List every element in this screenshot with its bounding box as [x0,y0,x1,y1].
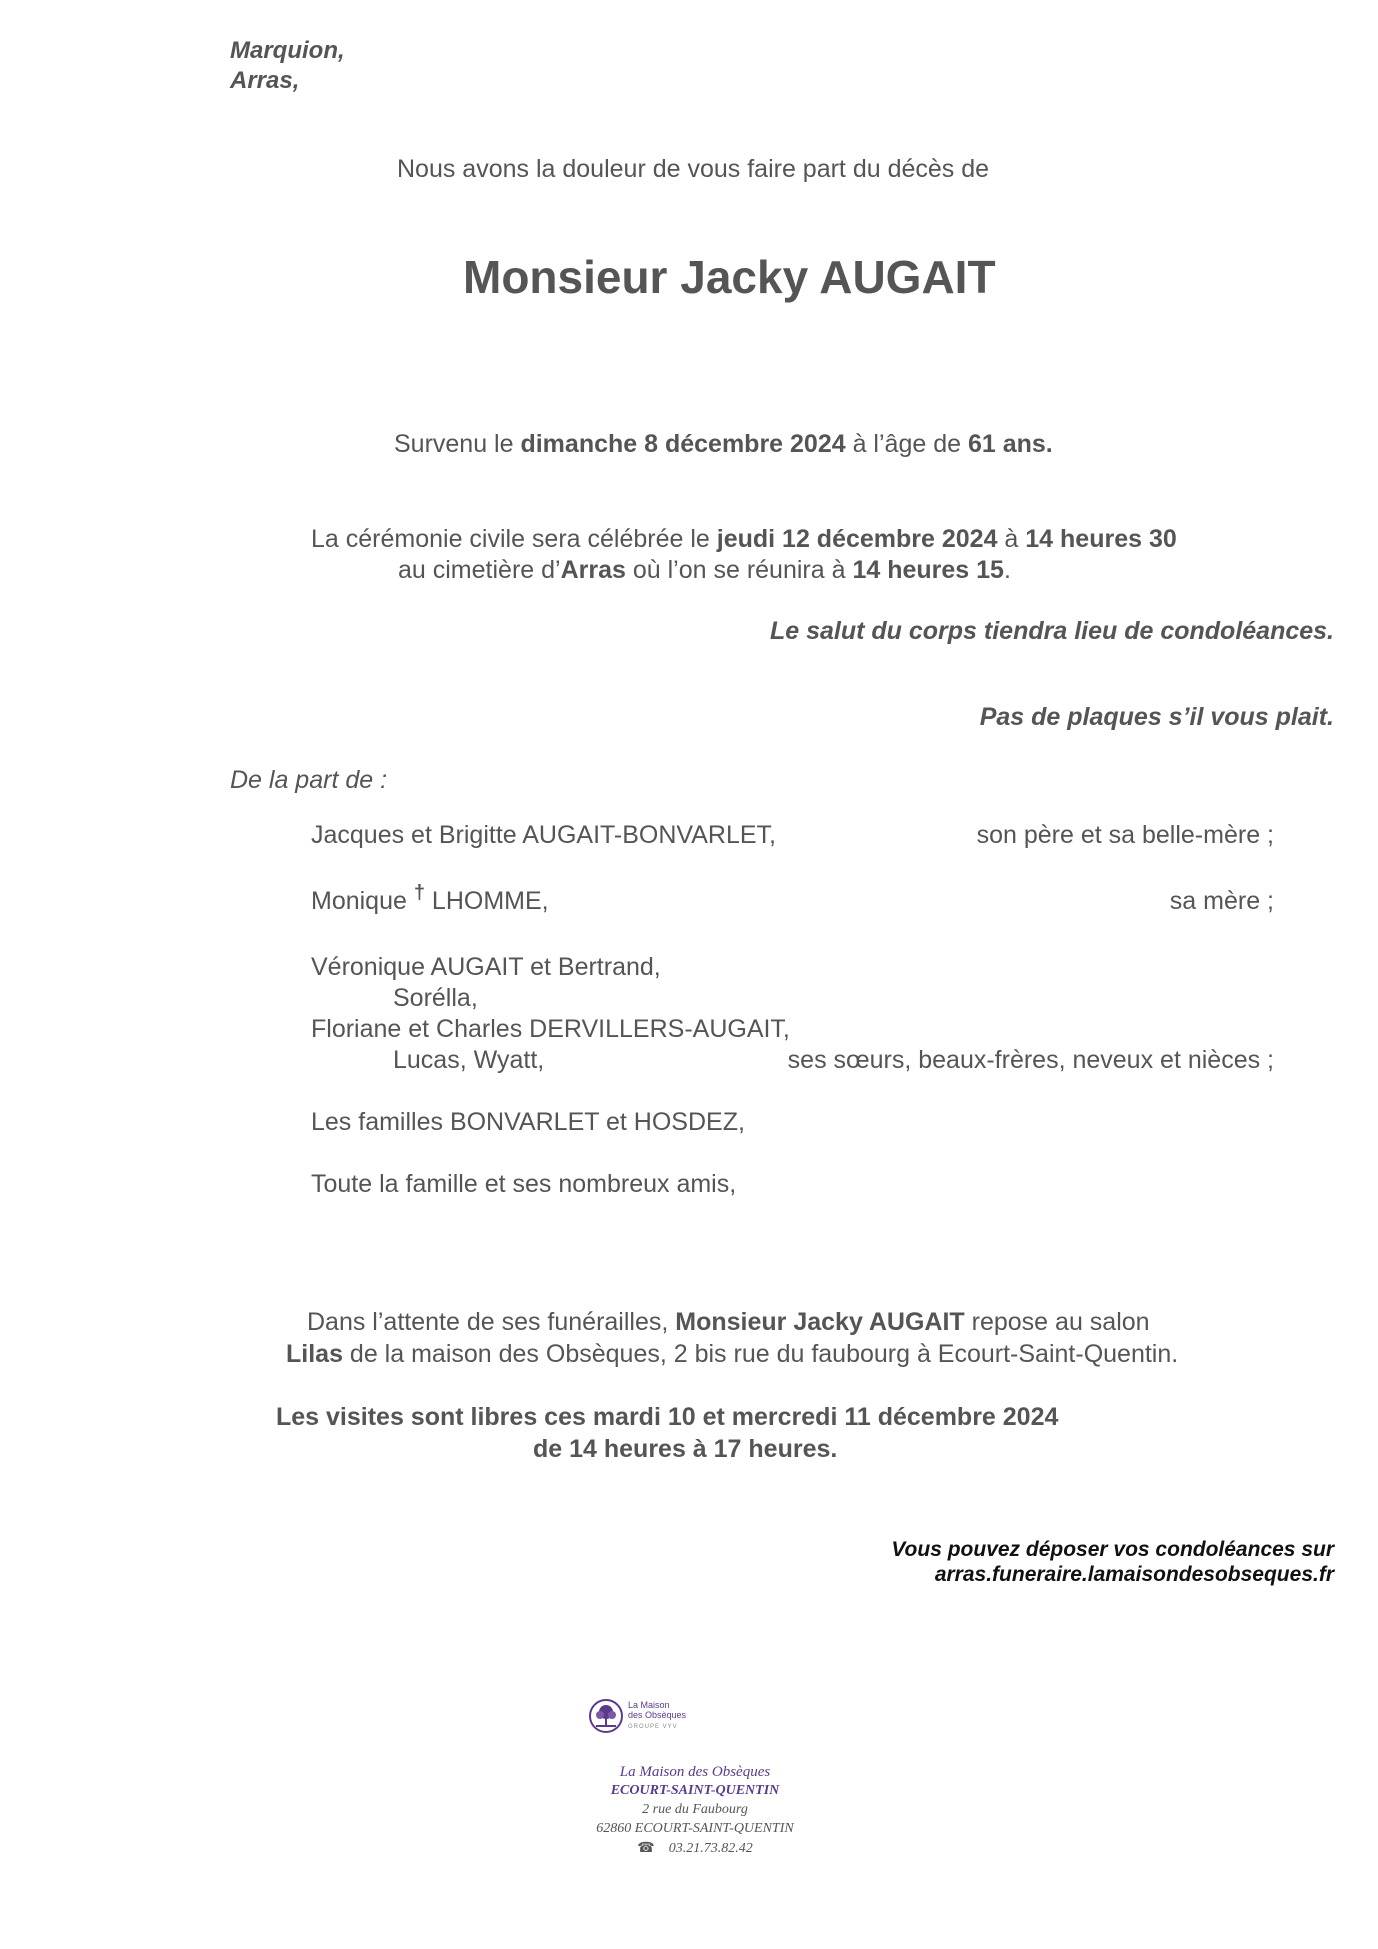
death-line [394,430,1053,459]
company-logo [588,1698,698,1742]
visits-line-1: Les visites sont libres ces mardi 10 et mercredi 11 décembre 2024 [276,1403,1059,1431]
tree-logo-icon [588,1698,624,1734]
viewing-line-1 [307,1308,1150,1337]
logo-text [628,1700,686,1720]
footer-postal: 62860 ECOURT-SAINT-QUENTIN [596,1821,794,1836]
condolences-link[interactable]: arras.funeraire.lamaisondesobseques.fr [934,1563,1334,1586]
condolences-line-1: Vous pouvez déposer vos condoléances sur [891,1538,1334,1561]
logo-line-1: La Maison [628,1700,670,1710]
family-friends: Toute la famille et ses nombreux amis, [311,1170,737,1198]
family-mother-relation: sa mère ; [1169,887,1274,915]
death-middle: à l’âge de [845,430,968,458]
footer-company: La Maison des Obsèques [619,1764,771,1780]
family-sister-2: Floriane et Charles DERVILLERS-AUGAIT, [311,1015,790,1043]
viewing-address: de la maison des Obsèques, 2 bis rue du faubourg à Ecourt-Saint-Quentin. [342,1340,1179,1368]
place-marquion: Marquion, [230,37,345,64]
ceremony-date: jeudi 12 décembre 2024 [716,525,998,553]
family-parents: Jacques et Brigitte AUGAIT-BONVARLET, [311,821,776,849]
from-label: De la part de : [230,766,388,794]
family-niece-1: Sorélla, [393,984,478,1012]
family-nephews: Lucas, Wyatt, [393,1046,545,1074]
viewing-suffix: repose au salon [964,1308,1150,1336]
family-others: Les familles BONVARLET et HOSDEZ, [311,1108,745,1136]
ceremony-line-2 [398,556,1011,585]
ceremony-place: Arras [560,556,626,584]
viewing-prefix: Dans l’attente de ses funérailles, [307,1308,676,1336]
ceremony-time: 14 heures 30 [1025,525,1177,553]
ceremony-line-1 [311,525,1177,554]
mother-last: LHOMME, [424,887,549,915]
ceremony-meet-time: 14 heures 15 [852,556,1004,584]
footer-town: ECOURT-SAINT-QUENTIN [610,1783,780,1798]
family-parents-relation: son père et sa belle-mère ; [976,821,1274,849]
footer-street: 2 rue du Faubourg [642,1802,748,1817]
family-sister-1: Véronique AUGAIT et Bertrand, [311,953,661,981]
phone-icon: ☎ [637,1841,655,1856]
footer-phone [0,1840,1378,1857]
ceremony-at: à [997,525,1026,553]
ceremony-meet-prefix: où l’on se réunira à [625,556,853,584]
place-arras: Arras, [230,67,300,94]
viewing-salon: Lilas [286,1340,343,1368]
plaques-note: Pas de plaques s’il vous plait. [979,703,1334,731]
intro-text: Nous avons la douleur de vous faire part du décès de [397,155,990,183]
header-places [230,36,345,96]
logo-line-2: des Obsèques [628,1710,687,1720]
mother-first: Monique [311,887,414,915]
cross-icon: † [413,882,425,904]
deceased-name: Monsieur Jacky AUGAIT [463,251,996,303]
death-date: dimanche 8 décembre 2024 [520,430,846,458]
ceremony-place-prefix: au cimetière d’ [398,556,561,584]
salut-note: Le salut du corps tiendra lieu de condoléances. [769,617,1334,645]
logo-group: GROUPE VYV [628,1724,678,1730]
ceremony-end: . [1003,556,1011,584]
ceremony-prefix: La cérémonie civile sera célébrée le [311,525,717,553]
phone-number[interactable]: 03.21.73.82.42 [668,1841,753,1856]
family-mother [311,882,549,916]
visits-line-2: de 14 heures à 17 heures. [533,1435,838,1463]
death-age: 61 ans. [967,430,1053,458]
viewing-line-2 [286,1340,1178,1369]
family-siblings-relation: ses sœurs, beaux-frères, neveux et nièces ; [787,1046,1274,1074]
death-prefix: Survenu le [394,430,521,458]
viewing-name: Monsieur Jacky AUGAIT [675,1308,965,1336]
